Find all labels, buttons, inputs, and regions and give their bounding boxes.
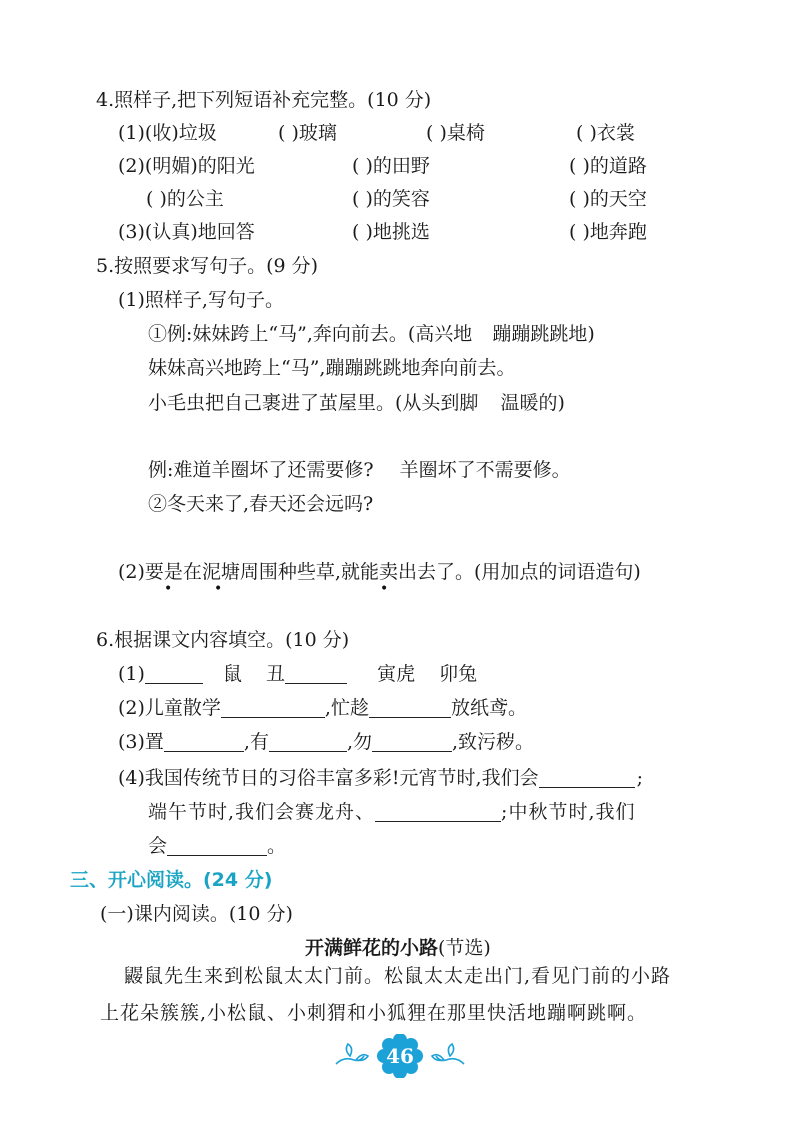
answer-blank[interactable] xyxy=(221,698,325,718)
passage-line1: 鼹鼠先生来到松鼠太太门前。松鼠太太走出门,看见门前的小路 xyxy=(124,965,672,987)
q4-row1-item4: ( )衣裳 xyxy=(576,122,635,144)
q4-row3-item3: ( )的天空 xyxy=(569,188,647,210)
q4-row3-item1: ( )的公主 xyxy=(146,188,224,210)
q6-item4-period: 。 xyxy=(267,835,287,857)
answer-blank[interactable] xyxy=(269,732,347,752)
q5-task1-word: 温暖的) xyxy=(500,392,565,414)
q5-example1-text: ①例:妹妹跨上“马”,奔向前去。(高兴地 xyxy=(148,323,473,345)
q4-row4-item1: (3)(认真)地回答 xyxy=(118,221,255,243)
q5-example1-answer: 妹妹高兴地跨上“马”,蹦蹦跳跳地奔向前去。 xyxy=(148,357,516,379)
section-3-title: 三、开心阅读。(24 分) xyxy=(70,869,273,891)
q5-example2 xyxy=(148,458,571,482)
q4-row3-item2: ( )的笑容 xyxy=(352,188,430,210)
q5-task1-text: 小毛虫把自己裹进了茧屋里。(从头到脚 xyxy=(148,392,479,414)
q5-sub2: (2)要是在泥塘周围种些草,就能卖出去了。(用加点的词语造句) xyxy=(118,561,641,583)
emphasis-dot: • xyxy=(164,581,173,597)
q6-item2 xyxy=(118,696,527,720)
q5-title: 5.按照要求写句子。(9 分) xyxy=(96,255,319,277)
q6-item3 xyxy=(118,730,534,754)
q6-item4-line2 xyxy=(148,800,636,824)
passage-title-note: (节选) xyxy=(438,937,491,959)
emphasis-dot: • xyxy=(380,581,389,597)
q4-row4-item2: ( )地挑选 xyxy=(352,221,430,243)
answer-blank[interactable] xyxy=(145,664,203,684)
answer-blank[interactable] xyxy=(369,698,451,718)
q4-row2-item1: (2)(明媚)的阳光 xyxy=(118,155,255,177)
page-number: 46 xyxy=(386,1044,414,1068)
q6-item3-mid1: ,有 xyxy=(243,731,269,753)
q5-example2-answer: 羊圈坏了不需要修。 xyxy=(399,459,571,481)
q6-item4-midautumn: ;中秋节时,我们 xyxy=(501,801,636,823)
q6-item1-tiger: 寅虎 xyxy=(377,663,416,685)
q6-item1-rat: 鼠 xyxy=(222,663,242,685)
q6-item2-text: (2)儿童散学 xyxy=(118,697,221,719)
q4-row2-item2: ( )的田野 xyxy=(352,155,430,177)
q5-task1 xyxy=(148,391,565,415)
q6-item1 xyxy=(118,662,477,686)
answer-blank[interactable] xyxy=(372,732,452,752)
emphasis-dot: • xyxy=(214,581,223,597)
q5-example1 xyxy=(148,322,595,346)
q4-row1-item1: (1)(收)垃圾 xyxy=(118,122,217,144)
q5-example1-word: 蹦蹦跳跳地) xyxy=(492,323,595,345)
answer-blank[interactable] xyxy=(285,664,347,684)
answer-blank[interactable] xyxy=(375,802,501,822)
q6-item1-ox: 丑 xyxy=(266,663,286,685)
q6-item4-semicolon: ; xyxy=(636,767,643,789)
answer-blank[interactable] xyxy=(167,836,267,856)
q6-item1-rabbit: 卯兔 xyxy=(439,663,478,685)
q4-row4-item3: ( )地奔跑 xyxy=(569,221,647,243)
q6-item4-dragonboat: 端午节时,我们会赛龙舟、 xyxy=(148,801,376,823)
q6-item3-end: ,致污秽。 xyxy=(452,731,535,753)
q5-task2: ②冬天来了,春天还会远吗? xyxy=(148,493,374,515)
answer-blank[interactable] xyxy=(164,732,244,752)
q4-row2-item3: ( )的道路 xyxy=(569,155,647,177)
q6-item4-text: (4)我国传统节日的习俗丰富多彩!元宵节时,我们会 xyxy=(118,767,539,789)
q4-row1-item3: ( )桌椅 xyxy=(426,122,485,144)
q6-item2-mid: ,忙趁 xyxy=(324,697,369,719)
q5-sub1: (1)照样子,写句子。 xyxy=(118,289,284,311)
q4-title: 4.照样子,把下列短语补充完整。(10 分) xyxy=(96,89,432,111)
q6-item3-text: (3)置 xyxy=(118,731,164,753)
page-footer xyxy=(330,1034,470,1078)
q6-item1-label: (1) xyxy=(118,663,145,685)
q6-item4-we: 会 xyxy=(148,835,168,857)
q5-example2-question: 例:难道羊圈坏了还需要修? xyxy=(148,459,374,481)
section-3-sub: (一)课内阅读。(10 分) xyxy=(100,903,293,925)
q6-item4-line1 xyxy=(118,766,643,790)
passage-line2: 上花朵簇簇,小松鼠、小刺猬和小狐狸在那里快活地蹦啊跳啊。 xyxy=(100,1002,648,1024)
passage-title-text: 开满鲜花的小路 xyxy=(305,937,439,959)
answer-blank[interactable] xyxy=(539,768,635,788)
q6-title: 6.根据课文内容填空。(10 分) xyxy=(96,629,350,651)
q6-item4-line3 xyxy=(148,834,286,858)
q6-item2-end: 放纸鸢。 xyxy=(450,697,527,719)
q6-item3-mid2: ,勿 xyxy=(346,731,373,753)
q4-row1-item2: ( )玻璃 xyxy=(278,122,337,144)
footer-ornament xyxy=(330,1034,470,1078)
